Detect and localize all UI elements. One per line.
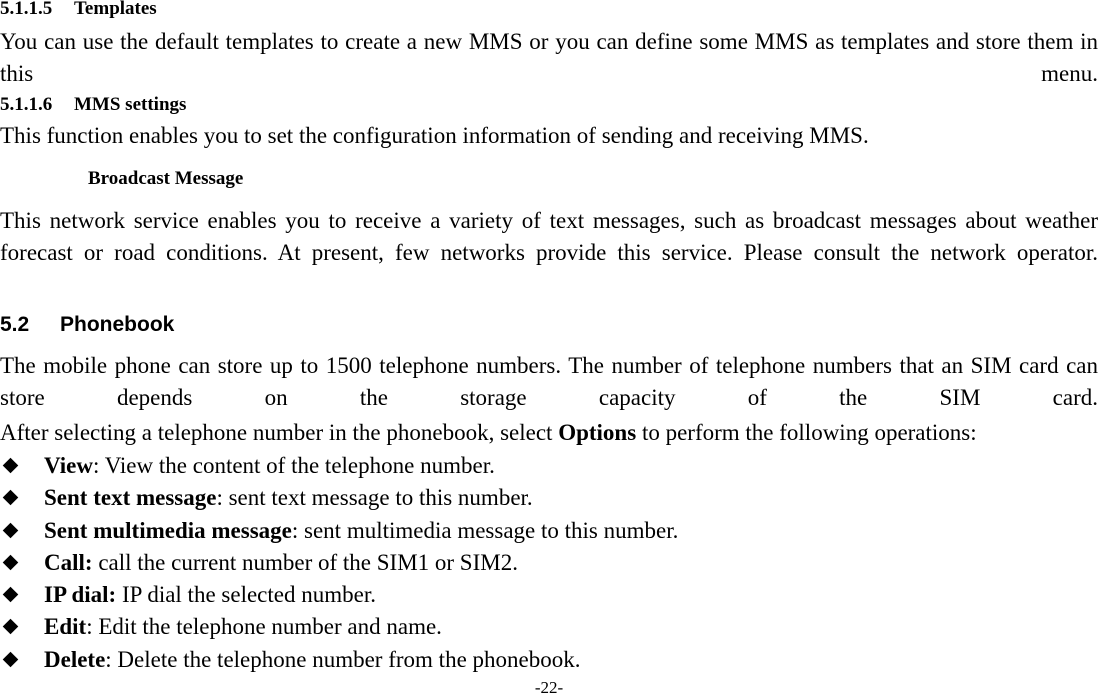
broadcast-message-heading: Broadcast Message: [88, 168, 244, 189]
operation-term: IP dial:: [44, 582, 117, 608]
operation-description: : View the content of the telephone number.: [92, 453, 495, 478]
operation-description: : sent multimedia message to this number.: [291, 517, 679, 543]
section-title: Templates: [74, 0, 157, 19]
section-heading-5-1-1-6: [0, 94, 186, 116]
section-number: 5.2: [0, 313, 30, 336]
diamond-bullet-icon: [3, 458, 19, 474]
operation-description: IP dial the selected number.: [116, 582, 376, 608]
diamond-bullet-icon: [3, 619, 19, 635]
section-title: MMS settings: [74, 94, 187, 115]
options-keyword: Options: [558, 420, 637, 445]
page-number: -22-: [534, 678, 564, 697]
section-heading-5-1-1-5: [0, 0, 157, 20]
operation-description: : sent text message to this number.: [216, 485, 533, 511]
section-heading-5-2: [0, 312, 174, 338]
diamond-bullet-icon: [3, 522, 19, 538]
section-number: 5.1.1.5: [0, 0, 53, 19]
operation-term: Sent multimedia message: [44, 517, 292, 543]
templates-paragraph: You can use the default templates to create a new MMS or you can define some MMS as templates and store them in this menu.: [0, 29, 1098, 86]
operation-description: call the current number of the SIM1 or SIM2.: [92, 549, 518, 575]
diamond-bullet-icon: [3, 587, 19, 603]
options-intro: [0, 417, 977, 449]
diamond-bullet-icon: [3, 555, 19, 571]
operation-description: : Delete the telephone number from the phonebook.: [105, 646, 581, 672]
diamond-bullet-icon: [3, 652, 19, 668]
options-intro-text: to perform the following operations:: [636, 420, 977, 445]
mms-settings-paragraph: This function enables you to set the configuration information of sending and receiving MMS.: [0, 123, 869, 148]
operation-term: Delete: [44, 646, 106, 672]
phonebook-paragraph: The mobile phone can store up to 1500 telephone numbers. The number of telephone numbers that an SIM card can store depends on the storage capacity of the SIM card.: [0, 353, 1098, 410]
operation-description: : Edit the telephone number and name.: [86, 614, 442, 640]
broadcast-paragraph: This network service enables you to receive a variety of text messages, such as broadcast messages about weather forecast or road conditions. At present, few networks provide this service. Please consult the network operator.: [0, 208, 1098, 265]
diamond-bullet-icon: [3, 490, 19, 506]
section-number: 5.1.1.6: [0, 94, 53, 115]
options-intro-text: After selecting a telephone number in the phonebook, select: [0, 420, 559, 445]
operation-term: View: [44, 453, 93, 478]
operation-term: Edit: [44, 614, 87, 640]
section-title: Phonebook: [60, 313, 175, 336]
operation-term: Call:: [44, 549, 93, 575]
operation-term: Sent text message: [44, 485, 217, 511]
